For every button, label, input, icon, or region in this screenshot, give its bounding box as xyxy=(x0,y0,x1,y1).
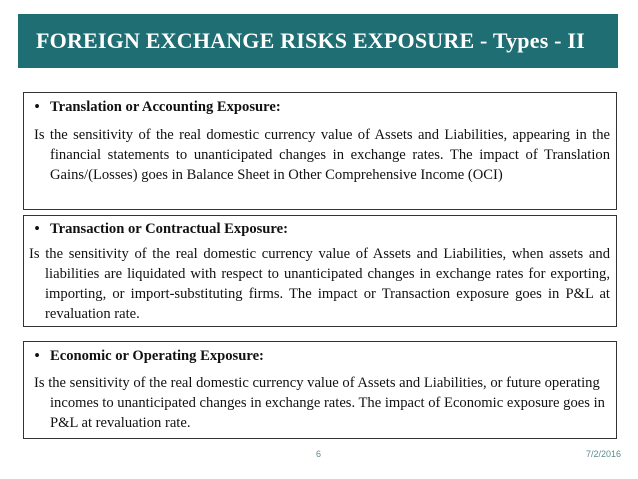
section-heading-text: Translation or Accounting Exposure: xyxy=(50,99,281,115)
section-body: Is the sensitivity of the real domestic currency value of Assets and Liabilities, appearing in the financial statements to unanticipated changes in exchange rates. The impact of Translation Gains/(Losses) goes in Balance Sheet in Other Comprehensive Income (OCI) xyxy=(34,127,610,183)
section-box-translation xyxy=(23,92,617,210)
bullet-icon: • xyxy=(34,221,40,237)
page-number: 6 xyxy=(316,449,322,459)
section-box-transaction xyxy=(23,215,617,327)
section-heading xyxy=(29,346,616,366)
section-heading-text: Economic or Operating Exposure: xyxy=(50,348,264,364)
section-heading xyxy=(29,97,616,117)
section-body: Is the sensitivity of the real domestic currency value of Assets and Liabilities, when assets and liabilities are liquidated with respect to unanticipated changes in exchange rates for exporting, importing, or import-substituting firms. The impact or Transaction exposure goes in P&L at revaluation rate. xyxy=(29,246,610,322)
section-heading-text: Transaction or Contractual Exposure: xyxy=(50,221,288,237)
bullet-icon: • xyxy=(34,99,40,115)
section-body: Is the sensitivity of the real domestic currency value of Assets and Liabilities, or future operating incomes to unanticipated changes in exchange rates. The impact of Economic exposure goes in P&L at revaluation rate. xyxy=(34,375,605,431)
section-heading xyxy=(29,219,616,239)
bullet-icon: • xyxy=(34,348,40,364)
title-bar xyxy=(18,14,618,68)
slide-date: 7/2/2016 xyxy=(586,449,622,459)
slide-title: FOREIGN EXCHANGE RISKS EXPOSURE - Types - II xyxy=(36,28,585,53)
section-box-economic xyxy=(23,341,617,439)
